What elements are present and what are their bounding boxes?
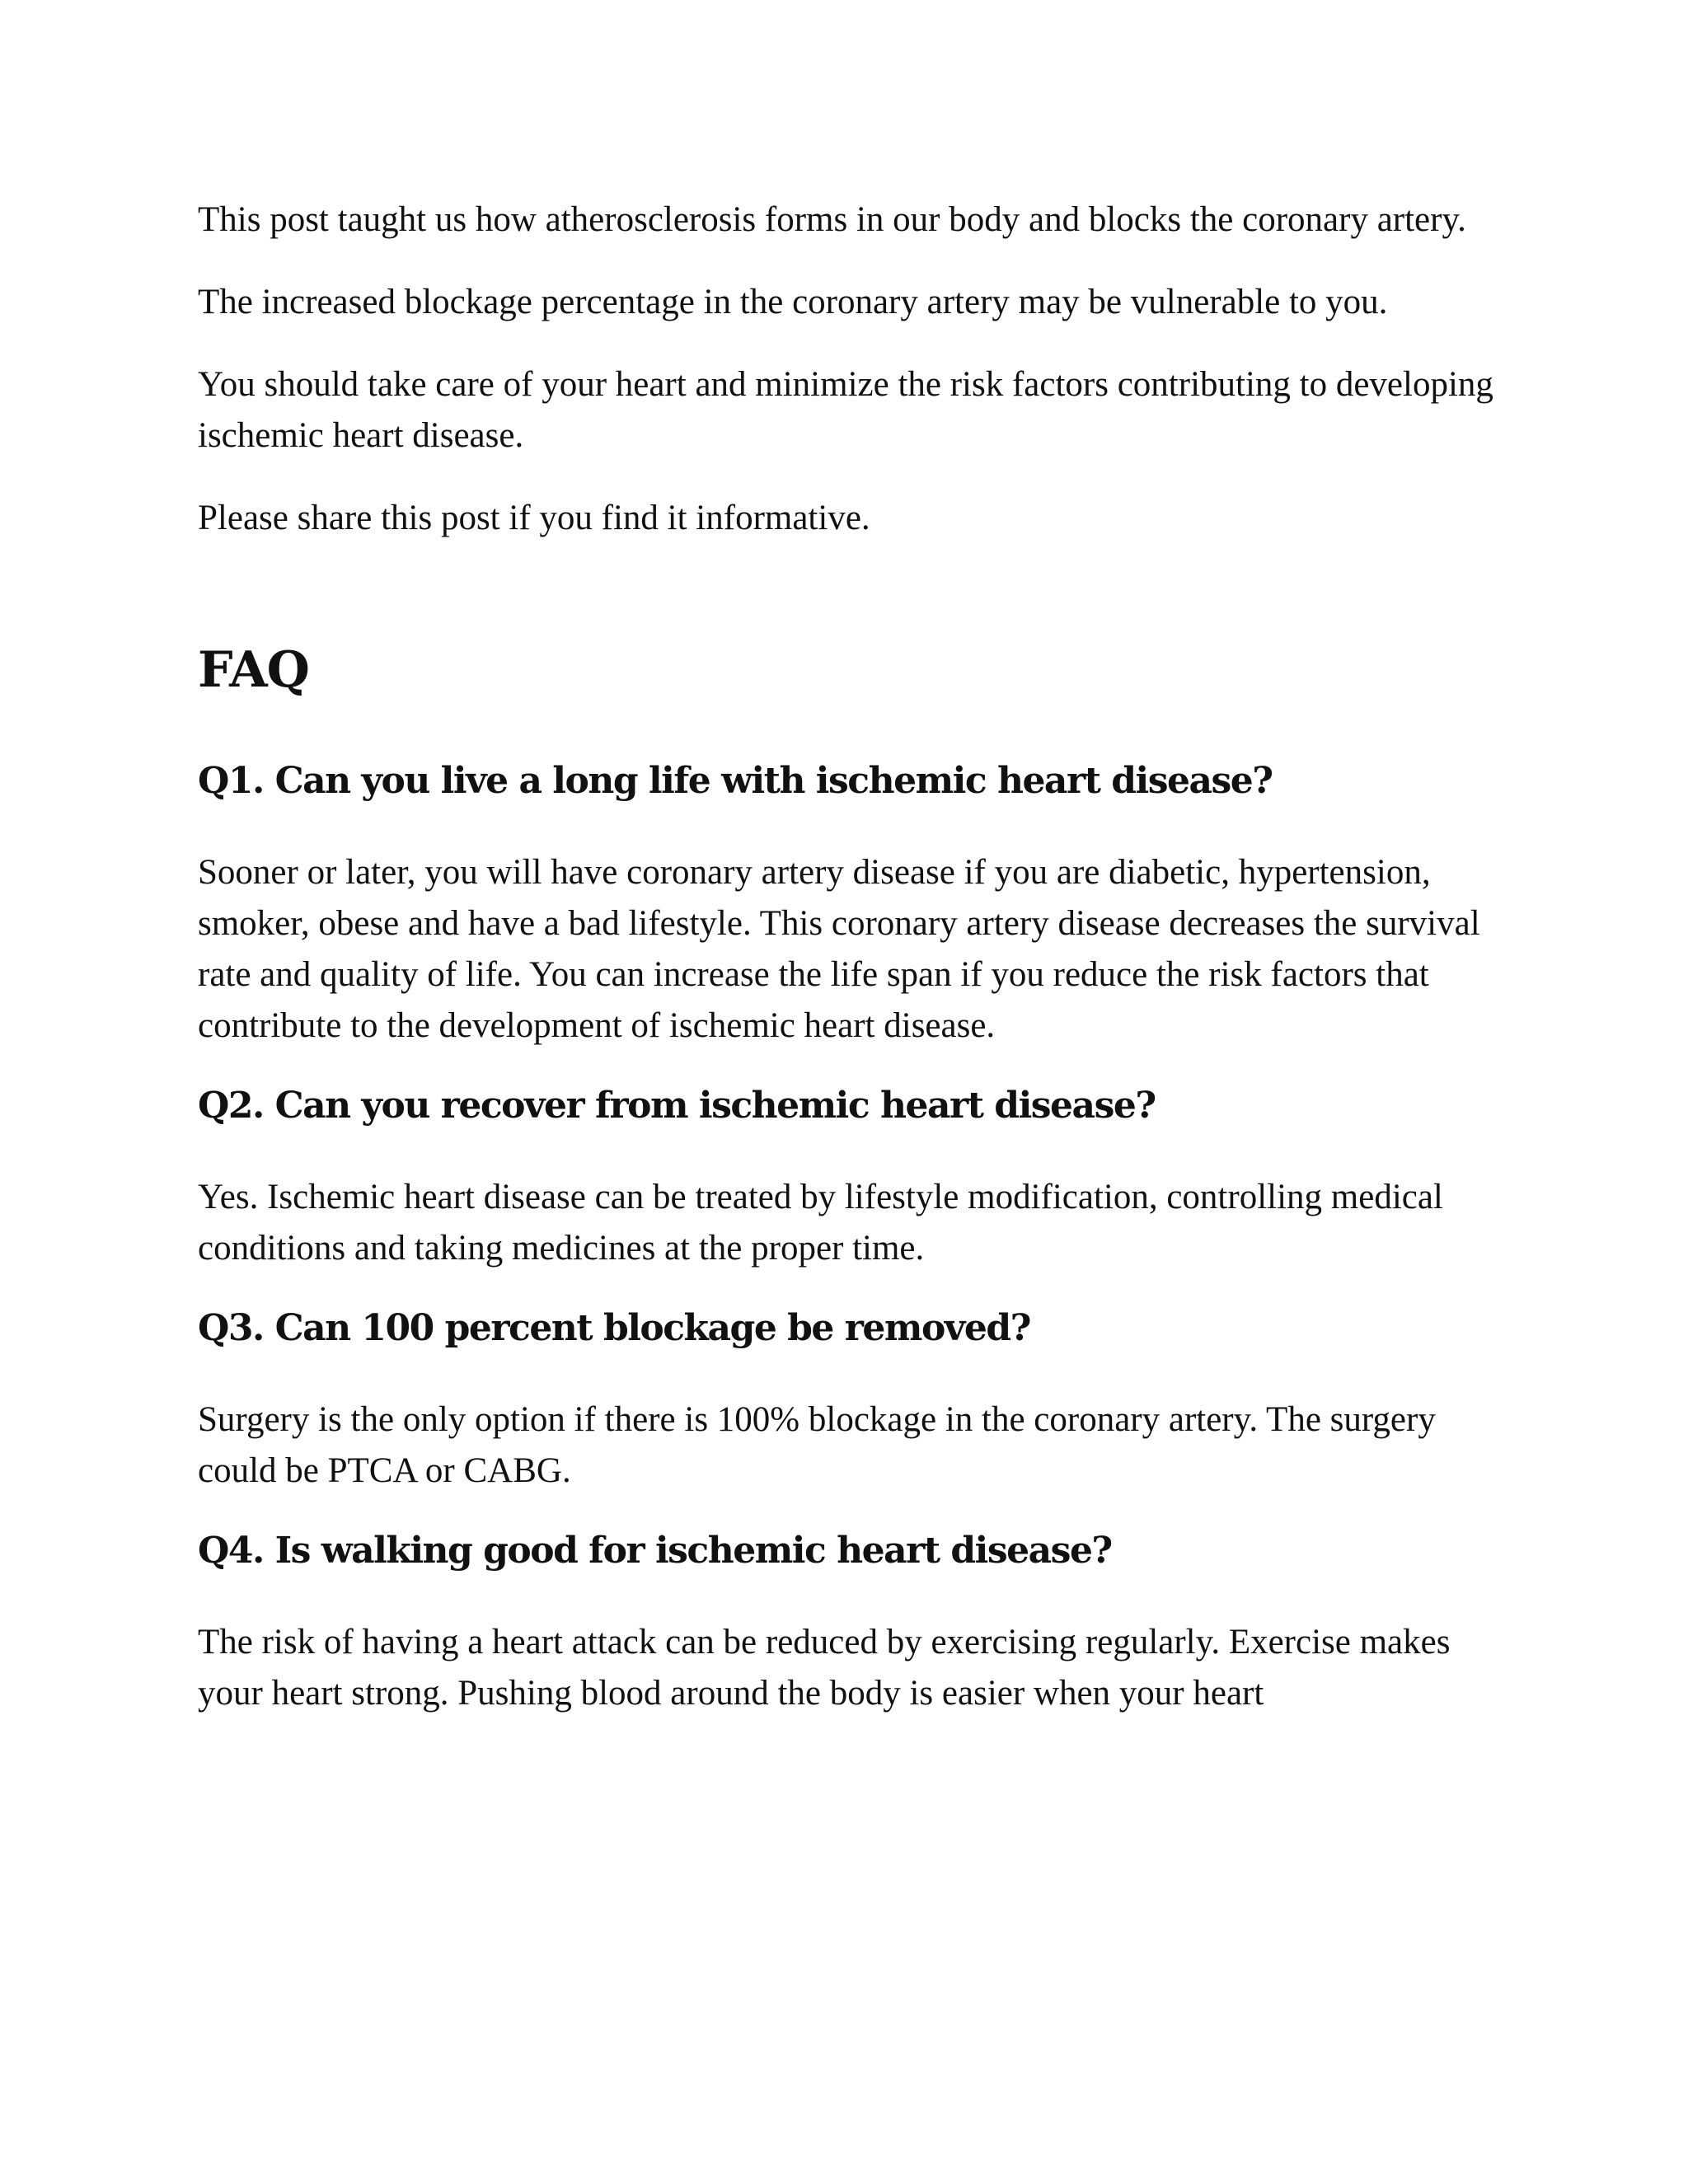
faq-item-4 bbox=[198, 1528, 1517, 1719]
faq-answer: Surgery is the only option if there is 100% blockage in the coronary artery. The surgery could be PTCA or CABG. bbox=[198, 1400, 1436, 1490]
intro-paragraph-3: You should take care of your heart and minimize the risk factors contributing to developing ischemic heart disease. bbox=[198, 365, 1493, 455]
faq-heading: FAQ bbox=[198, 641, 309, 699]
article-content bbox=[198, 194, 1517, 1719]
faq-answer: Yes. Ischemic heart disease can be treated by lifestyle modification, controlling medical conditions and taking medicines at the proper time. bbox=[198, 1178, 1443, 1268]
intro-paragraph-1: This post taught us how atherosclerosis forms in our body and blocks the coronary artery. bbox=[198, 200, 1466, 239]
faq-answer: Sooner or later, you will have coronary artery disease if you are diabetic, hypertension, smoker, obese and have a bad lifestyle. This coronary artery disease decreases the survival rate and quality of life. You can increase the life span if you reduce the risk factors that contribute to the development of ischemic heart disease. bbox=[198, 853, 1480, 1045]
faq-question: Q1. Can you live a long life with ischemic heart disease? bbox=[198, 760, 1273, 802]
faq-question: Q2. Can you recover from ischemic heart disease? bbox=[198, 1085, 1156, 1127]
faq-item-3 bbox=[198, 1305, 1517, 1497]
faq-question: Q3. Can 100 percent blockage be removed? bbox=[198, 1307, 1030, 1349]
faq-question: Q4. Is walking good for ischemic heart disease? bbox=[198, 1530, 1112, 1572]
faq-answer: The risk of having a heart attack can be reduced by exercising regularly. Exercise makes your heart strong. Pushing blood around the body is easier when your heart bbox=[198, 1623, 1451, 1713]
intro-paragraph-2: The increased blockage percentage in the coronary artery may be vulnerable to you. bbox=[198, 283, 1388, 321]
intro-paragraph-4: Please share this post if you find it informative. bbox=[198, 499, 870, 537]
faq-item-2 bbox=[198, 1083, 1517, 1274]
faq-item-1 bbox=[198, 758, 1517, 1052]
